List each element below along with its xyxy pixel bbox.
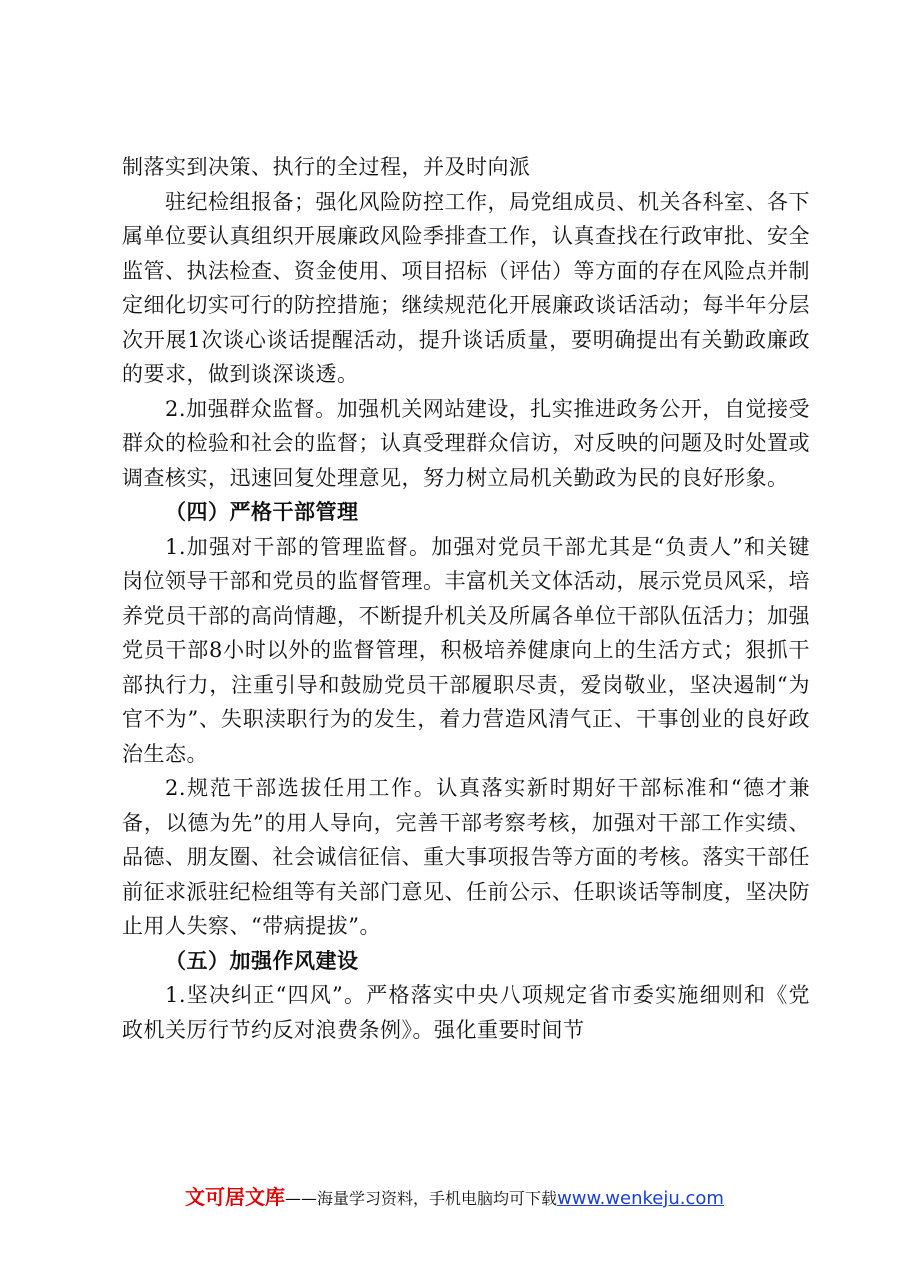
- paragraph-risk-control: 驻纪检组报备；强化风险防控工作，局党组成员、机关各科室、各下属单位要认真组织开展廉政风险季排查工作，认真查找在行政审批、安全监管、执法检查、资金使用、项目招标（评估）等方面的存在风险点并制定细化切实可行的防控措施；继续规范化开展廉政谈话活动；每半年分层次开展1次谈心谈话提醒活动，提升谈话质量，要明确提出有关勤政廉政的要求，做到谈深谈透。: [122, 189, 810, 386]
- paragraph-four-winds: 1.坚决纠正“四风”。严格落实中央八项规定省市委实施细则和《党政机关厉行节约反对浪费条例》。强化重要时间节: [122, 983, 810, 1042]
- document-body: [122, 150, 810, 1047]
- section-heading-work-style: （五）加强作风建设: [165, 947, 359, 973]
- footer-brand: 文可居文库: [185, 1185, 286, 1209]
- section-heading-cadre-management: （四）严格干部管理: [165, 499, 359, 524]
- footer-description: ——海量学习资料，手机电脑均可下载: [285, 1189, 558, 1208]
- footer-website-link[interactable]: www.wenkeju.com: [557, 1188, 724, 1209]
- paragraph-cadre-supervision: 1.加强对干部的管理监督。加强对党员干部尤其是“负责人”和关键岗位领导干部和党员的监督管理。丰富机关文体活动，展示党员风采，培养党员干部的高尚情趣，不断提升机关及所属各单位干部队伍活力；加强党员干部8小时以外的监督管理，积极培养健康向上的生活方式；狠抓干部执行力，注重引导和鼓励党员干部履职尽责，爱岗敬业，坚决遏制“为官不为”、失职渎职行为的发生，着力营造风清气正、干事创业的良好政治生态。: [122, 534, 810, 766]
- paragraph-cadre-selection: 2.规范干部选拔任用工作。认真落实新时期好干部标准和“德才兼备，以德为先”的用人导向，完善干部考察考核，加强对干部工作实绩、品德、朋友圈、社会诚信征信、重大事项报告等方面的考核。落实干部任前征求派驻纪检组等有关部门意见、任前公示、任职谈话等制度，坚决防止用人失察、“带病提拔”。: [122, 776, 810, 938]
- paragraph-continuation: 制落实到决策、执行的全过程，并及时向派: [122, 155, 531, 179]
- footer-banner: [0, 1181, 909, 1210]
- paragraph-mass-supervision: 2.加强群众监督。加强机关网站建设，扎实推进政务公开，自觉接受群众的检验和社会的监督；认真受理群众信访，对反映的问题及时处置或调查核实，迅速回复处理意见，努力树立局机关勤政为民的良好形象。: [122, 396, 810, 490]
